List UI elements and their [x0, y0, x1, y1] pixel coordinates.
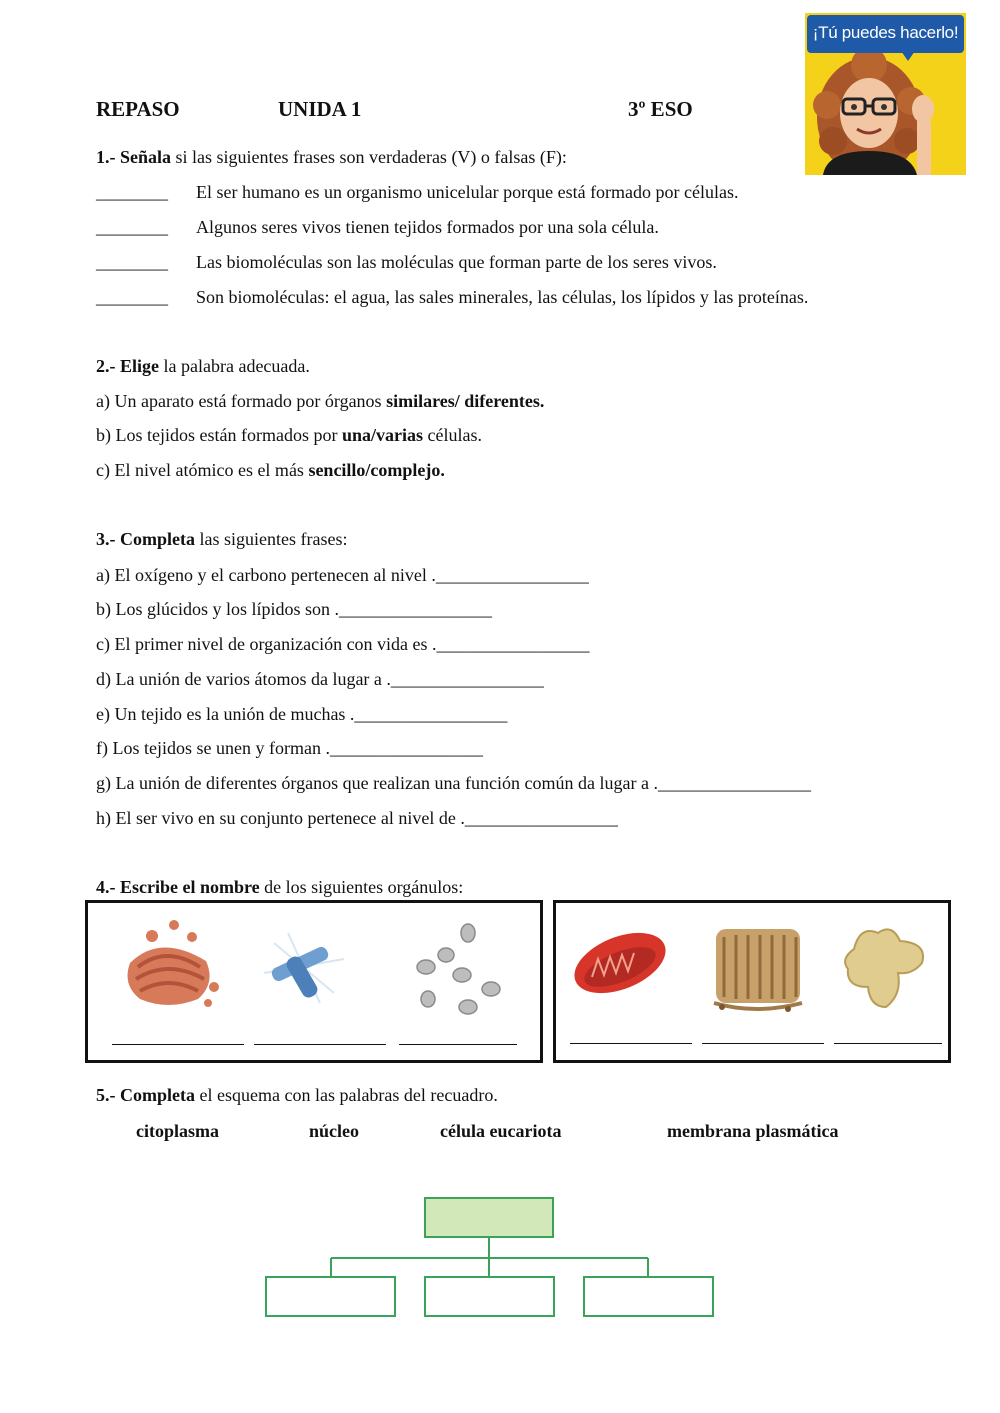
organelle-answer-blank[interactable]: [834, 1043, 942, 1044]
q4-heading: [96, 877, 463, 898]
q4-rest: de los siguientes orgánulos:: [259, 877, 464, 897]
q1-heading: [96, 147, 567, 168]
word-bank-item[interactable]: núcleo: [309, 1121, 360, 1141]
avatar-badge: [805, 13, 966, 175]
endoplasmic-reticulum-icon: [714, 929, 802, 1012]
q3-heading: [96, 529, 347, 550]
q3-item[interactable]: h) El ser vivo en su conjunto pertenece al nivel de ._________________: [96, 808, 618, 828]
q5-prefix: 5.-: [96, 1085, 120, 1105]
organelle-answer-blank[interactable]: [112, 1044, 244, 1045]
q3-item[interactable]: c) El primer nivel de organización con vida es ._________________: [96, 634, 590, 654]
q3-item[interactable]: e) Un tejido es la unión de muchas ._________________: [96, 704, 508, 724]
organelle-box-left: [85, 900, 543, 1063]
scheme-child-box[interactable]: [265, 1276, 396, 1317]
answer-blank[interactable]: ________: [96, 182, 168, 202]
centriole-icon: [264, 933, 344, 1003]
q2-c-text: c) El nivel atómico es el más: [96, 460, 309, 480]
organelle-answer-blank[interactable]: [702, 1043, 824, 1044]
answer-blank[interactable]: ________: [96, 287, 168, 307]
organelle-answer-blank[interactable]: [254, 1044, 386, 1045]
q3-prefix: 3.-: [96, 529, 120, 549]
q2-bold: Elige: [120, 356, 159, 376]
organelle-box-right: [553, 900, 951, 1063]
q2-item-c: [96, 460, 445, 481]
q1-item: [96, 217, 168, 238]
q1-bold: Señala: [120, 147, 172, 167]
answer-blank[interactable]: ________: [96, 217, 168, 237]
scheme-child-box[interactable]: [583, 1276, 714, 1317]
header-unit: UNIDA 1: [278, 97, 362, 121]
golgi-apparatus-icon: [128, 920, 219, 1007]
q3-item[interactable]: g) La unión de diferentes órganos que realizan una función común da lugar a ._________________: [96, 773, 811, 793]
q1-prefix: 1.-: [96, 147, 120, 167]
scheme-child-box[interactable]: [424, 1276, 555, 1317]
q2-item-b: [96, 425, 482, 446]
q1-item-text: Son biomoléculas: el agua, las sales minerales, las células, los lípidos y las proteínas.: [196, 287, 809, 307]
q2-c-choice[interactable]: sencillo/complejo.: [308, 460, 445, 480]
header-title: REPASO: [96, 97, 180, 121]
q2-a-choice[interactable]: similares/ diferentes.: [386, 391, 545, 411]
q3-item[interactable]: a) El oxígeno y el carbono pertenecen al nivel ._________________: [96, 565, 589, 585]
q2-b-choice[interactable]: una/varias: [341, 425, 423, 445]
word-bank-item[interactable]: membrana plasmática: [667, 1121, 839, 1141]
q2-b-text: b) Los tejidos están formados por: [96, 425, 342, 445]
q5-heading: [96, 1085, 498, 1106]
q2-rest: la palabra adecuada.: [159, 356, 310, 376]
q2-prefix: 2.-: [96, 356, 120, 376]
q4-prefix: 4.-: [96, 877, 120, 897]
q1-item: [96, 182, 168, 203]
q3-item[interactable]: f) Los tejidos se unen y forman ._________________: [96, 738, 483, 758]
organelle-answer-blank[interactable]: [399, 1044, 517, 1045]
q4-bold: Escribe el nombre: [120, 877, 260, 897]
q2-b-post: células.: [422, 425, 482, 445]
word-bank-item[interactable]: citoplasma: [136, 1121, 219, 1141]
q2-a-text: a) Un aparato está formado por órganos: [96, 391, 387, 411]
header-grade: 3º ESO: [628, 97, 693, 121]
q5-rest: el esquema con las palabras del recuadro.: [195, 1085, 498, 1105]
q3-bold: Completa: [120, 529, 195, 549]
word-bank-item[interactable]: célula eucariota: [440, 1121, 562, 1141]
q2-item-a: [96, 391, 544, 412]
q2-heading: [96, 356, 310, 377]
answer-blank[interactable]: ________: [96, 252, 168, 272]
q1-rest: si las siguientes frases son verdaderas (V) o falsas (F):: [171, 147, 567, 167]
speech-bubble-tail: [901, 51, 915, 61]
q1-item-text: El ser humano es un organismo unicelular porque está formado por células.: [196, 182, 739, 202]
q3-item[interactable]: d) La unión de varios átomos da lugar a ._________________: [96, 669, 544, 689]
q1-item-text: Las biomoléculas son las moléculas que forman parte de los seres vivos.: [196, 252, 717, 272]
q3-rest: las siguientes frases:: [195, 529, 348, 549]
mitochondrion-icon: [566, 921, 674, 1005]
q5-bold: Completa: [120, 1085, 195, 1105]
q3-item[interactable]: b) Los glúcidos y los lípidos son ._________________: [96, 599, 493, 619]
q1-item-text: Algunos seres vivos tienen tejidos formados por una sola célula.: [196, 217, 659, 237]
scheme-top-box[interactable]: [424, 1197, 554, 1238]
speech-bubble: ¡Tú puedes hacerlo!: [807, 15, 964, 53]
q1-item: [96, 287, 168, 308]
q1-item: [96, 252, 168, 273]
ribosomes-icon: [417, 924, 500, 1014]
organelle-answer-blank[interactable]: [570, 1043, 692, 1044]
vacuole-icon: [845, 929, 923, 1007]
